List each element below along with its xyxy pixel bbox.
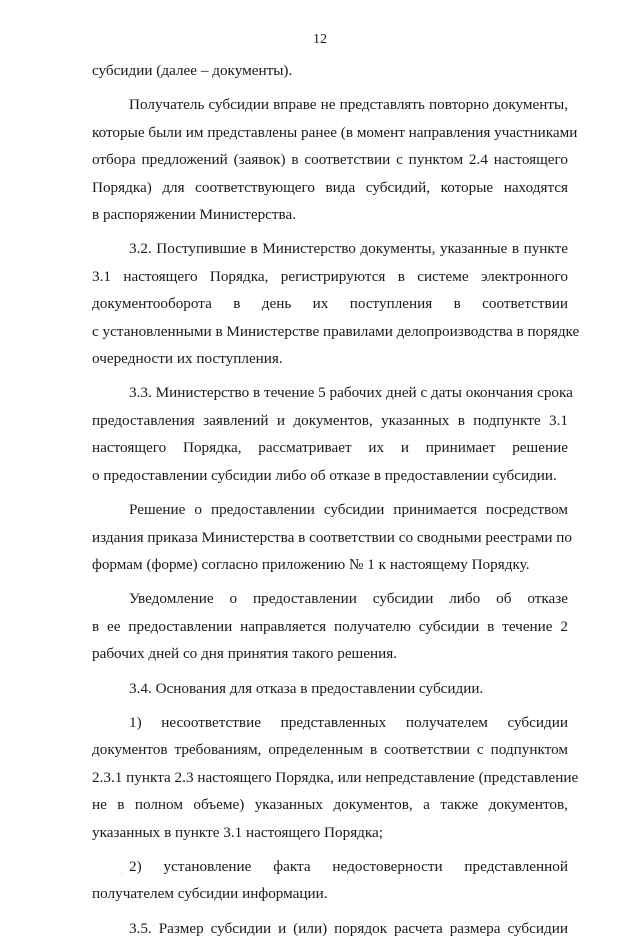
paragraph: [92, 709, 579, 846]
text-line: издания приказа Министерства в соответствии со сводными реестрами по: [92, 528, 572, 546]
paragraph: [92, 57, 568, 84]
paragraph: [92, 91, 578, 228]
text-line: 3.5. Размер субсидии и (или) порядок расчета размера субсидии: [129, 919, 568, 937]
paragraph: [92, 585, 568, 667]
text-line: Уведомление о предоставлении субсидии либо об отказе: [129, 590, 568, 608]
text-line: 2) установление факта недостоверности представленной: [129, 857, 568, 875]
text-line: формам (форме) согласно приложению № 1 к настоящему Порядку.: [92, 555, 530, 573]
text-line: субсидии (далее – документы).: [92, 62, 293, 79]
text-line: которые были им представлены ранее (в момент направления участниками: [92, 123, 578, 141]
text-line: в распоряжении Министерства.: [92, 206, 297, 224]
text-line: Получатель субсидии вправе не представлять повторно документы,: [129, 96, 568, 114]
document-body: [92, 57, 580, 949]
text-line: в ее предоставлении направляется получателю субсидии в течение 2: [92, 617, 568, 635]
text-line: 2.3.1 пункта 2.3 настоящего Порядка, или непредставление (представление: [92, 768, 579, 786]
text-line: отбора предложений (заявок) в соответствии с пунктом 2.4 настоящего: [92, 151, 568, 169]
text-line: Решение о предоставлении субсидии принимается посредством: [129, 501, 568, 519]
paragraph: [92, 496, 572, 578]
text-line: 3.4. Основания для отказа в предоставлении субсидии.: [129, 679, 484, 697]
text-line: указанных в пункте 3.1 настоящего Порядка;: [92, 823, 384, 841]
text-line: о предоставлении субсидии либо об отказе в предоставлении субсидии.: [92, 466, 557, 484]
paragraph: [92, 915, 568, 942]
text-line: не в полном объеме) указанных документов, а также документов,: [92, 796, 568, 814]
paragraph: [92, 853, 568, 908]
text-line: 1) несоответствие представленных получателем субсидии: [129, 713, 568, 731]
text-line: документов требованиям, определенным в соответствии с подпунктом: [92, 741, 568, 759]
text-line: 3.3. Министерство в течение 5 рабочих дней с даты окончания срока: [129, 384, 573, 402]
paragraph: [92, 379, 573, 489]
text-line: получателем субсидии информации.: [92, 885, 328, 903]
page-number: 12: [313, 32, 327, 47]
text-line: с установленными в Министерстве правилами делопроизводства в порядке: [92, 322, 580, 340]
text-line: 3.2. Поступившие в Министерство документы, указанные в пункте: [129, 240, 568, 258]
text-line: настоящего Порядка, рассматривает их и принимает решение: [92, 439, 568, 457]
text-line: рабочих дней со дня принятия такого решения.: [92, 645, 398, 663]
text-line: документооборота в день их поступления в соответствии: [92, 295, 568, 313]
scan-speck: [121, 873, 122, 874]
paragraph: [92, 675, 568, 702]
text-line: очередности их поступления.: [92, 350, 283, 368]
text-line: Порядка) для соответствующего вида субсидий, которые находятся: [92, 178, 568, 196]
text-line: предоставления заявлений и документов, указанных в подпункте 3.1: [92, 411, 568, 429]
text-line: 3.1 настоящего Порядка, регистрируются в системе электронного: [92, 267, 568, 285]
paragraph: [92, 235, 580, 372]
